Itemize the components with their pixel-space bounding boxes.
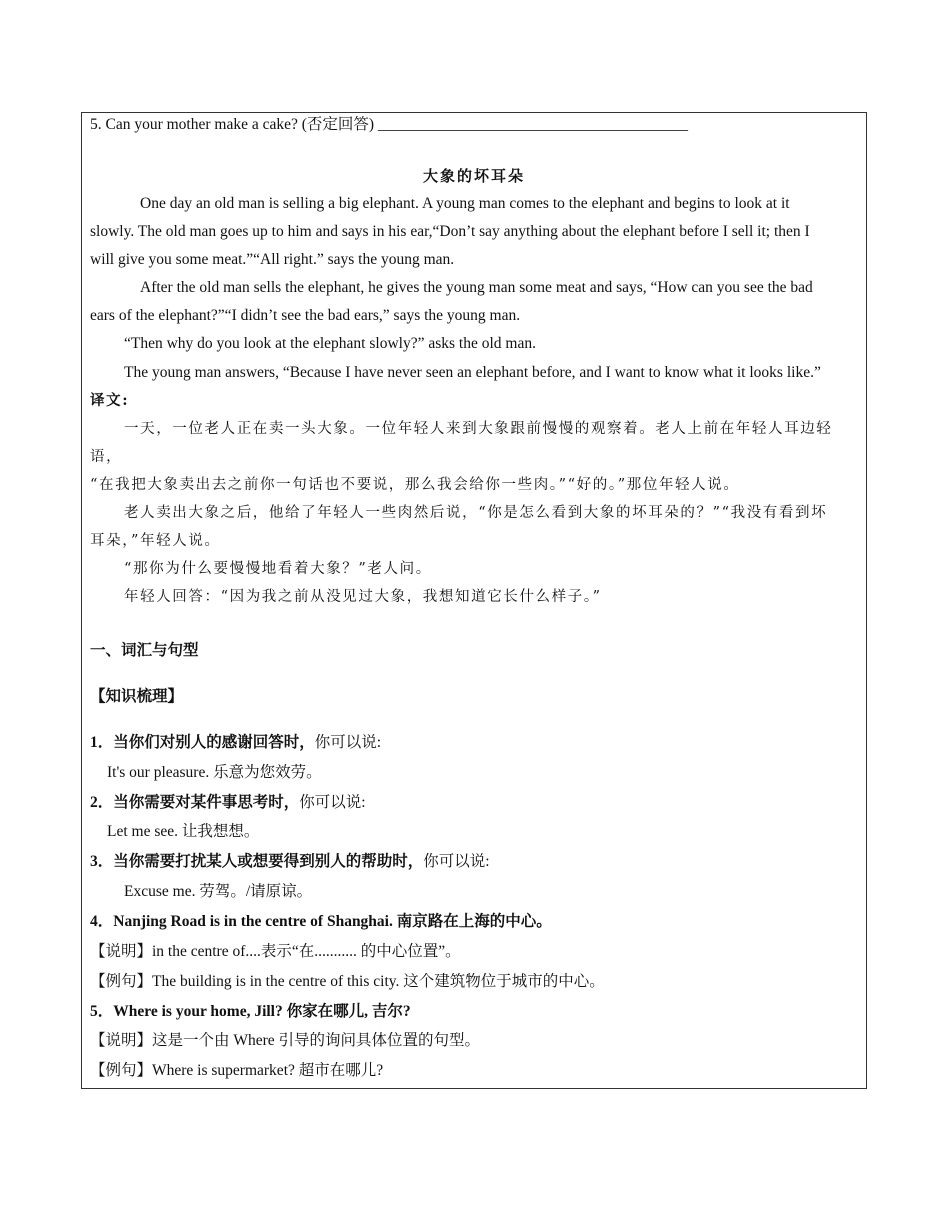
- point-4-note: 【说明】in the centre of....表示“在........... 的中心位置”。: [90, 943, 461, 960]
- point-3-example: Excuse me. 劳驾。/请原谅。: [124, 883, 313, 900]
- point-3-title: 3．当你需要打扰某人或想要得到别人的帮助时，: [90, 853, 424, 870]
- story-line: ears of the elephant?”“I didn’t see the bad ears,” says the young man.: [90, 307, 521, 324]
- section-heading: 一、词汇与句型: [90, 642, 199, 659]
- point-1-example: It's our pleasure. 乐意为您效劳。: [107, 764, 322, 781]
- point-3-prompt: 你可以说:: [423, 853, 490, 870]
- point-2-prompt: 你可以说:: [299, 794, 366, 811]
- point-1-title: 1．当你们对别人的感谢回答时，: [90, 734, 315, 751]
- exercise-question-5: 5. Can your mother make a cake? (否定回答) ________________________________________: [90, 116, 688, 133]
- story-line: slowly. The old man goes up to him and says in his ear,“Don’t say anything about the elephant before I sell it; then I: [90, 223, 810, 240]
- point-4-example: 【例句】The building is in the centre of this city. 这个建筑物位于城市的中心。: [90, 973, 605, 990]
- point-4-title: 4．Nanjing Road is in the centre of Shanghai. 南京路在上海的中心。: [90, 913, 552, 930]
- story-title: 大象的坏耳朵: [422, 167, 525, 185]
- translation-line: “那你为什么要慢慢地看着大象？”老人问。: [124, 561, 432, 577]
- translation-line: 语，: [90, 449, 123, 465]
- translation-line: 老人卖出大象之后，他给了年轻人一些肉然后说，“你是怎么看到大象的坏耳朵的？”“我没有看到坏: [124, 505, 828, 521]
- translation-line: 一天，一位老人正在卖一头大象。一位年轻人来到大象跟前慢慢的观察着。老人上前在年轻人耳边轻: [124, 421, 833, 437]
- point-1-prompt: 你可以说:: [314, 734, 382, 751]
- story-line: will give you some meat.”“All right.” says the young man.: [90, 251, 455, 268]
- translation-line: 年轻人回答：“因为我之前从没见过大象，我想知道它长什么样子。”: [124, 589, 602, 605]
- story-line: “Then why do you look at the elephant slowly?” asks the old man.: [124, 335, 536, 352]
- translation-line: 耳朵，”年轻人说。: [90, 533, 221, 549]
- point-5-example: 【例句】Where is supermarket? 超市在哪儿?: [90, 1062, 384, 1079]
- point-3: [90, 852, 490, 872]
- point-2-title: 2．当你需要对某件事思考时，: [90, 794, 300, 811]
- story-line: The young man answers, “Because I have never seen an elephant before, and I want to know what it looks like.”: [124, 364, 821, 381]
- point-1: [90, 733, 381, 753]
- translation-line: “在我把大象卖出去之前你一句话也不要说，那么我会给你一些肉。”“好的。”那位年轻人说。: [90, 477, 740, 493]
- story-line: One day an old man is selling a big elephant. A young man comes to the elephant and begins to look at it: [140, 195, 790, 212]
- story-line: After the old man sells the elephant, he gives the young man some meat and says, “How can you see the bad: [140, 279, 813, 296]
- translation-label: 译文:: [90, 392, 130, 409]
- point-2: [90, 793, 366, 813]
- point-5-title: 5．Where is your home, Jill? 你家在哪儿, 吉尔?: [90, 1003, 411, 1020]
- point-2-example: Let me see. 让我想想。: [107, 823, 260, 840]
- content-table-cell: [81, 112, 867, 1089]
- section-subheading: 【知识梳理】: [90, 688, 184, 705]
- point-5-note: 【说明】这是一个由 Where 引导的询问具体位置的句型。: [90, 1032, 481, 1049]
